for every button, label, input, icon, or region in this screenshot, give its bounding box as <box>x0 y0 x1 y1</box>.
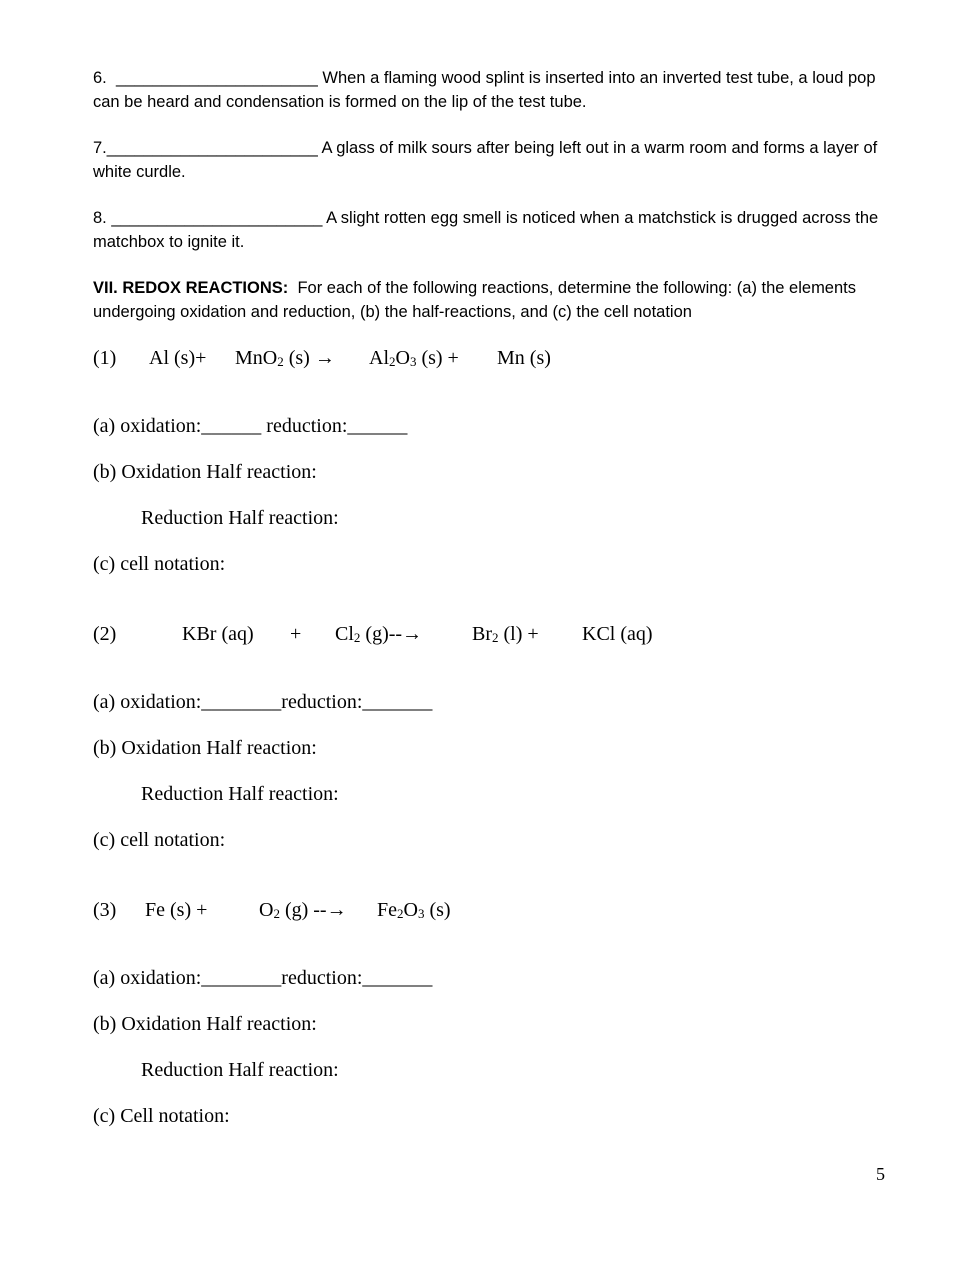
question-text: When a flaming wood splint is inserted into an inverted test tube, a loud pop can be heard and condensation is formed on the lip of the test tube. <box>93 69 876 111</box>
question-8 <box>93 206 893 254</box>
oxidation-half-reaction: (b) Oxidation Half reaction: <box>93 737 317 759</box>
oxidation-half-reaction: (b) Oxidation Half reaction: <box>93 1013 317 1035</box>
question-number: 6. <box>93 69 107 87</box>
oxidation-reduction-line: (a) oxidation:________reduction:_______ <box>93 967 433 989</box>
subscript: 2 <box>353 630 361 645</box>
question-6 <box>93 66 893 114</box>
answer-blank: _______________________ <box>106 139 318 157</box>
reactant-mno2 <box>235 346 335 370</box>
formula-part: Cl <box>335 623 354 645</box>
question-7 <box>93 136 893 184</box>
reduction-half-reaction: Reduction Half reaction: <box>141 1059 339 1081</box>
cell-notation: (c) cell notation: <box>93 553 226 575</box>
formula-part: MnO <box>235 347 278 369</box>
reaction-label: (2) <box>93 623 117 645</box>
product-fe2o3 <box>377 898 451 922</box>
formula-part: Fe <box>377 899 397 921</box>
reaction-label: (3) <box>93 899 117 921</box>
cell-notation: (c) cell notation: <box>93 829 226 851</box>
formula-part: Br <box>472 623 492 645</box>
reduction-half-reaction: Reduction Half reaction: <box>141 783 339 805</box>
oxidation-half-reaction: (b) Oxidation Half reaction: <box>93 461 317 483</box>
formula-part: O <box>403 899 418 921</box>
formula-part: (s) + <box>416 347 459 369</box>
product-mn: Mn (s) <box>497 347 551 369</box>
plus-sign: + <box>290 623 302 645</box>
reaction-label: (1) <box>93 347 117 369</box>
page-number: 5 <box>876 1164 885 1184</box>
formula-part: O <box>395 347 410 369</box>
question-number: 8. <box>93 209 107 227</box>
subscript: 2 <box>492 630 499 645</box>
cell-notation: (c) Cell notation: <box>93 1105 230 1127</box>
product-kcl: KCl (aq) <box>582 623 653 645</box>
subscript: 2 <box>389 354 396 369</box>
formula-part: O <box>259 899 274 921</box>
formula-part: (g) --→ <box>279 899 347 921</box>
formula-part: (l) + <box>498 623 539 645</box>
oxidation-reduction-line: (a) oxidation:______ reduction:______ <box>93 415 408 437</box>
section-instructions: For each of the following reactions, determine the following: (a) the elements undergoing oxidation and reduction, (b) the half-reactions, and (c) the cell notation <box>93 279 856 321</box>
reaction-2-equation <box>0 622 979 652</box>
formula-part: (s) <box>424 899 451 921</box>
subscript: 2 <box>397 906 404 921</box>
reaction-1-equation <box>0 346 979 376</box>
reactant-al: Al (s)+ <box>149 347 207 369</box>
section-redox <box>93 276 893 324</box>
section-heading: VII. REDOX REACTIONS: <box>93 279 289 297</box>
product-al2o3 <box>369 346 459 370</box>
subscript: 2 <box>273 906 280 921</box>
reactant-kbr: KBr (aq) <box>182 623 254 645</box>
reactant-cl2 <box>335 622 422 646</box>
question-text: A glass of milk sours after being left out in a warm room and forms a layer of white curdle. <box>93 139 878 181</box>
formula-part: (s) → <box>283 347 335 369</box>
reactant-fe: Fe (s) + <box>145 899 208 921</box>
reduction-half-reaction: Reduction Half reaction: <box>141 507 339 529</box>
reaction-3-equation <box>0 898 979 928</box>
subscript: 2 <box>277 354 284 369</box>
question-text: A slight rotten egg smell is noticed when a matchstick is drugged across the matchbox to ignite it. <box>93 209 879 251</box>
answer-blank: _______________________ <box>111 209 323 227</box>
product-br2 <box>472 622 539 646</box>
formula-part: Al <box>369 347 389 369</box>
subscript: 3 <box>409 354 417 369</box>
question-number: 7. <box>93 139 107 157</box>
formula-part: (g)--→ <box>360 623 423 645</box>
subscript: 3 <box>417 906 425 921</box>
answer-blank: ______________________ <box>115 69 318 87</box>
oxidation-reduction-line: (a) oxidation:________reduction:_______ <box>93 691 433 713</box>
reactant-o2 <box>259 898 347 922</box>
